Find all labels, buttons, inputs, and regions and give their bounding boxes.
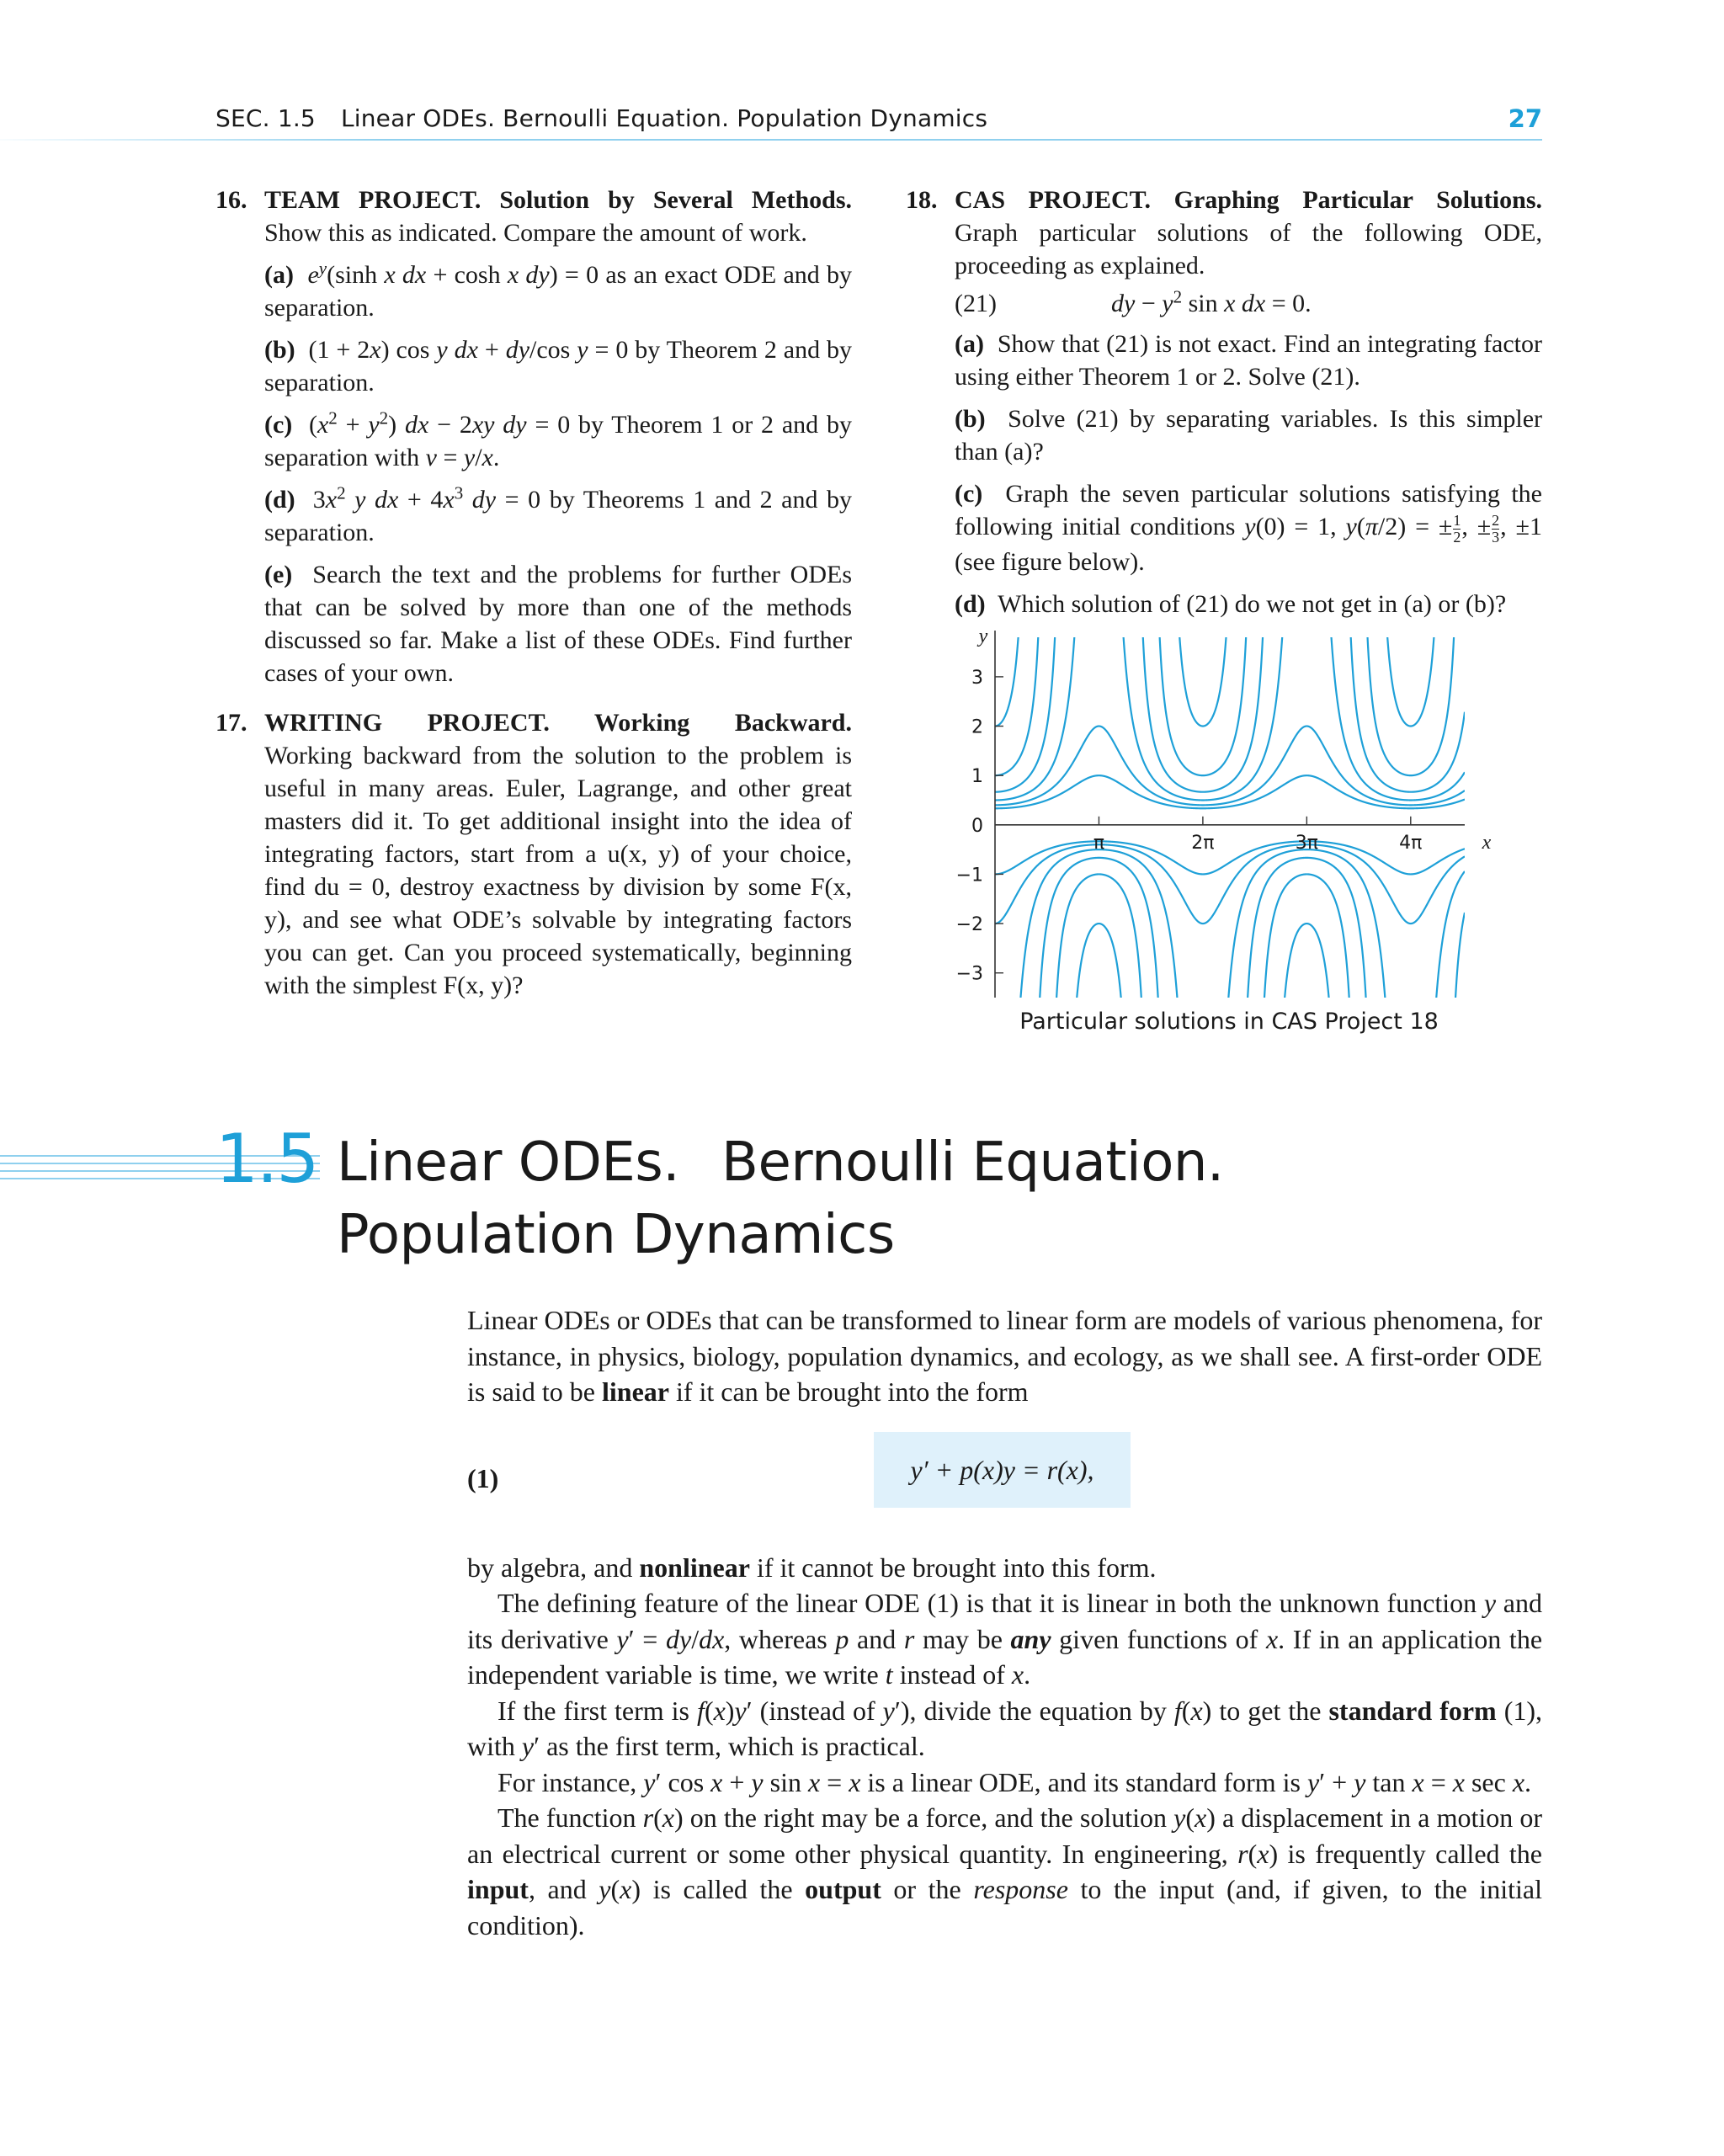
problem-17-heading: 17. WRITING PROJECT. Working Backward. — [216, 709, 852, 737]
section-body — [467, 1302, 1542, 1943]
y-tick-label: 0 — [971, 815, 983, 837]
figure-caption: Particular solutions in CAS Project 18 — [1019, 1009, 1439, 1035]
y-tick-label: 1 — [971, 766, 983, 788]
solution-curve-7 — [995, 727, 1465, 806]
problem-16b: (b) (1 + 2x) cos y dx + dy/cos y = 0 by Theorem 2 and by separation. — [264, 336, 852, 397]
y-tick-label: −3 — [955, 963, 983, 985]
problems-right-column — [906, 184, 1542, 620]
equation-1-box: y′ + p(x)y = r(x), — [874, 1432, 1131, 1508]
page-number: 27 — [1508, 104, 1542, 133]
y-tick-label: 3 — [971, 667, 983, 689]
problem-18a: (a) Show that (21) is not exact. Find an integrating factor using either Theorem 1 or 2. Solve (21). — [955, 330, 1543, 391]
y-tick-label: −2 — [955, 914, 983, 936]
section-title: Linear ODEs. Bernoulli Equation. Population Dynamics — [337, 1131, 1224, 1266]
x-tick-label: 4π — [1399, 832, 1423, 854]
section-number: 1.5 — [216, 1120, 318, 1198]
equation-1-row — [467, 1432, 1542, 1526]
problem-18b: (b) Solve (21) by separating variables. Is this simpler than (a)? — [955, 405, 1543, 466]
running-header — [216, 104, 1542, 141]
y-tick-label: 2 — [971, 716, 983, 738]
problem-16d: (d) $3x^2$ y dx + $4x^3$ dy = 0 by Theorems 1 and 2 and by separation. — [264, 482, 853, 546]
x-tick-label: π — [1093, 832, 1105, 854]
problem-16a: (a) $e^y(\sinh$ x dx + cosh x dy) = 0 as an exact ODE and by separation. — [264, 258, 853, 322]
header-rule — [0, 139, 1542, 141]
problem-16c: (c) $(x^2 + y^2)$ dx − 2xy dy = 0 by Theorem 1 or 2 and by separation with v = y/x. — [264, 407, 853, 471]
example-paragraph: For instance, y′ cos x + y sin x = x is a linear ODE, and its standard form is y′ + y tan x = x sec x. — [498, 1766, 1532, 1797]
header-section-title: SEC. 1.5 Linear ODEs. Bernoulli Equation. Population Dynamics — [216, 104, 988, 132]
problem-16-heading: 16. TEAM PROJECT. Solution by Several Methods. — [216, 186, 852, 214]
intro-paragraph: Linear ODEs or ODEs that can be transformed to linear form are models of various phenomena, for instance, in physics, biology, population dynamics, and ecology, as we shall see. A first-order ODE is said to be linear if it can be brought into the form — [467, 1305, 1542, 1407]
problem-18-intro: Graph particular solutions of the following ODE, proceeding as explained. — [955, 219, 1542, 279]
standard-form-paragraph: If the first term is f(x)y′ (instead of y′), divide the equation by f(x) to get the standard form (1), with y′ as the first term, which is practical. — [467, 1695, 1543, 1761]
problem-18c: (c) Graph the seven particular solutions satisfying the following initial conditions y(0) = 1, y(π/2) = ± $\frac{1}{2}$ , ± $\frac{2}{3}$ , ±1 (see figure below). — [955, 480, 1542, 576]
problem-18d: (d) Which solution of (21) do we not get in (a) or (b)? — [955, 589, 1507, 618]
equation-1-label: (1) — [467, 1462, 499, 1493]
problems-left-column — [216, 184, 852, 1002]
x-tick-label: 2π — [1191, 832, 1215, 854]
plot-svg — [955, 626, 1498, 1006]
y-tick-label: −1 — [955, 865, 983, 886]
x-tick-label: 3π — [1295, 832, 1318, 854]
input-output-paragraph: The function r(x) on the right may be a force, and the solution y(x) a displacement in a motion or an electrical current or some other physical quantity. In engineering, r(x) is frequently called the input, and y(x) is called the output or the response to the input (and, if given, to the initial condition). — [467, 1802, 1543, 1940]
x-axis-label: x — [1482, 831, 1492, 854]
problem-16-intro: Show this as indicated. Compare the amount of work. — [264, 219, 807, 247]
problem-18-heading: 18. CAS PROJECT. Graphing Particular Solutions. — [906, 186, 1542, 214]
nonlinear-paragraph: by algebra, and nonlinear if it cannot be brought into this form. — [467, 1552, 1157, 1583]
problem-17-body: Working backward from the solution to the problem is useful in many areas. Euler, Lagrange, and other great masters did it. To get additional insight into the idea of integrating factors, start from a u(x, y) of your choice, find du = 0, destroy exactness by division by some F(x, y), and see what ODE’s solvable by integrating factors you can get. Can you proceed systematically, beginning with the simplest F(x, y)? — [264, 742, 852, 999]
equation-21: (21) dy − $y^2$ sin x dx = 0. — [955, 286, 1312, 317]
problem-16e: (e) Search the text and the problems for further ODEs that can be solved by more than one of the methods discussed so far. Make a list of these ODEs. Find further cases of your own. — [264, 561, 852, 687]
y-axis-label: y — [978, 626, 988, 647]
solutions-plot — [955, 626, 1498, 1040]
defining-feature-paragraph: The defining feature of the linear ODE (1) is that it is linear in both the unknown function y and its derivative y′ = dy/dx, whereas p and r may be any given functions of x. If in an application the independent variable is time, we write t instead of x. — [467, 1588, 1543, 1690]
